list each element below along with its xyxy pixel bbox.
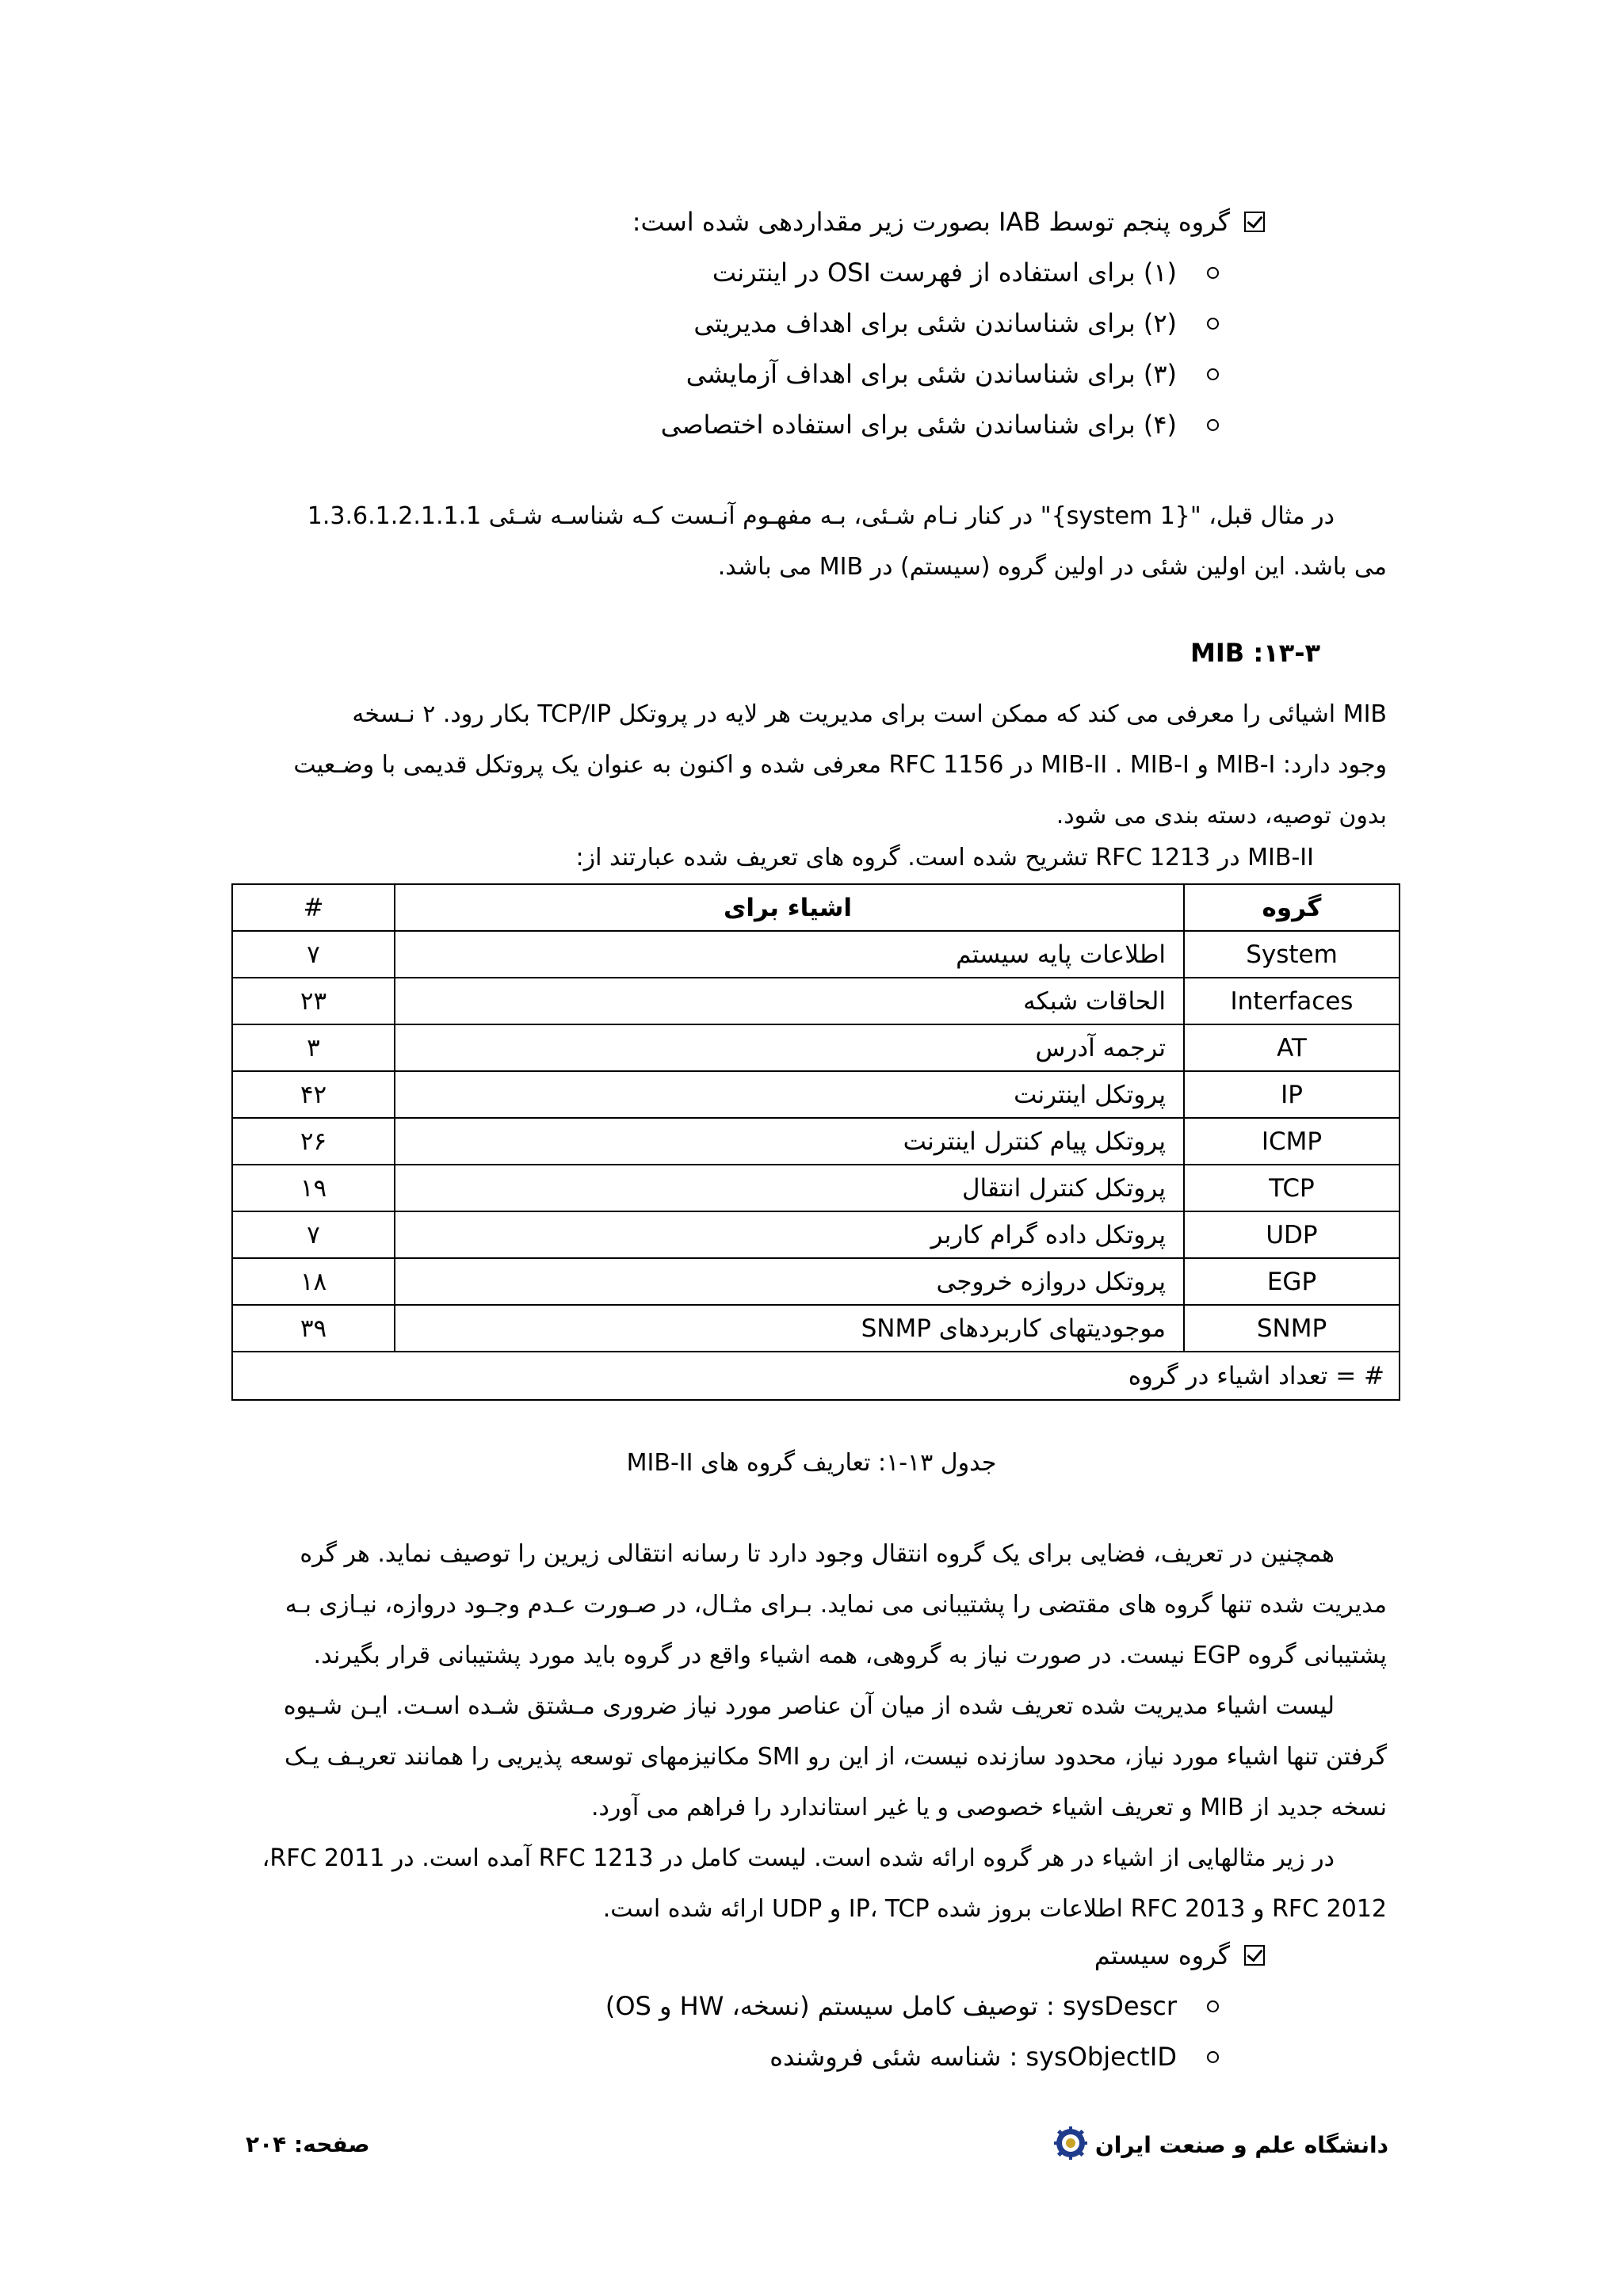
bullet-circle-icon: [1207, 267, 1219, 279]
footer-university: [1054, 2126, 1388, 2163]
table-row: [232, 978, 1400, 1024]
mib-groups-table: [231, 883, 1400, 1401]
bullet-circle-icon: [1207, 2051, 1219, 2063]
cell-count: ۷: [232, 931, 395, 978]
list-item: [605, 2031, 1219, 2082]
table-row: [232, 1165, 1400, 1211]
table-row: [232, 931, 1400, 978]
header-objects: اشیاء برای: [395, 884, 1184, 931]
list-item: [661, 349, 1219, 399]
cell-group: EGP: [1184, 1258, 1400, 1305]
table-row: [232, 1211, 1400, 1258]
paragraph-line: همچنین در تعریف، فضایی برای یک گروه انتقال وجود دارد تا رسانه انتقالی زیرین را توصیف نماید. هر گره: [300, 1540, 1335, 1568]
system-group-block: [1094, 1930, 1265, 1981]
body-paragraphs: [246, 1529, 1387, 1935]
cell-desc: پروتکل اینترنت: [395, 1071, 1184, 1118]
cell-group: ICMP: [1184, 1118, 1400, 1165]
table-row: [232, 1305, 1400, 1352]
group5-intro: [632, 196, 1265, 247]
paragraph-line: می باشد. این اولین شئی در اولین گروه (سیستم) در MIB می باشد.: [717, 553, 1387, 581]
cell-group: AT: [1184, 1024, 1400, 1071]
cell-group: SNMP: [1184, 1305, 1400, 1352]
university-logo-icon: [1054, 2126, 1087, 2163]
group5-list: [661, 247, 1219, 450]
cell-group: UDP: [1184, 1211, 1400, 1258]
paragraph-line: MIB اشیائی را معرفی می کند که ممکن است برای مدیریت هر لایه در پروتکل TCP/IP بکار رود. ۲ نـسخه: [352, 700, 1387, 728]
header-count: #: [232, 884, 395, 931]
list-item: [661, 399, 1219, 450]
paragraph-line: گرفتن تنها اشیاء مورد نیاز، محدود سازنده نیست، از این رو SMI مکانیزمهای توسعه پذیریی را همانند تعریـف یـک: [285, 1743, 1387, 1771]
checkbox-icon: [1244, 212, 1265, 232]
section-paragraph: [246, 689, 1387, 841]
group5-intro-text: گروه پنجم توسط IAB بصورت زیر مقداردهی شده است:: [632, 207, 1230, 237]
system-group-title-text: گروه سیستم: [1094, 1940, 1230, 1970]
list-item-text: (۲) برای شناساندن شئی برای اهداف مدیریتی: [693, 308, 1177, 338]
university-name: دانشگاه علم و صنعت ایران: [1094, 2131, 1388, 2158]
cell-count: ۳: [232, 1024, 395, 1071]
cell-desc: پروتکل داده گرام کاربر: [395, 1211, 1184, 1258]
table-row: [232, 1024, 1400, 1071]
cell-count: ۷: [232, 1211, 395, 1258]
bullet-circle-icon: [1207, 368, 1219, 380]
cell-count: ۴۲: [232, 1071, 395, 1118]
paragraph-line: مدیریت شده تنها گروه های مقتضی را پشتیبانی می نماید. بـرای مثـال، در صـورت عـدم وجـود دروازه، نیـازی بـه: [285, 1591, 1387, 1619]
list-item: [605, 1981, 1219, 2031]
cell-group: System: [1184, 931, 1400, 978]
paragraph-line: در زیر مثالهایی از اشیاء در هر گروه ارائه شده است. لیست کامل در RFC 1213 آمده است. در RFC 2011،: [262, 1844, 1335, 1872]
paragraph-line: نسخه جدید از MIB و تعریف اشیاء خصوصی و یا غیر استاندارد را فراهم می آورد.: [590, 1794, 1387, 1821]
example-paragraph: [246, 491, 1387, 593]
list-item: [661, 298, 1219, 349]
cell-count: ۳۹: [232, 1305, 395, 1352]
cell-group: IP: [1184, 1071, 1400, 1118]
cell-count: ۱۸: [232, 1258, 395, 1305]
paragraph-line: RFC 2012 و RFC 2013 اطلاعات بروز شده IP، TCP و UDP ارائه شده است.: [602, 1895, 1387, 1923]
system-group-title: [1094, 1930, 1265, 1981]
list-item: [661, 247, 1219, 298]
table-footnote-row: [232, 1352, 1400, 1400]
cell-group: TCP: [1184, 1165, 1400, 1211]
paragraph-line: وجود دارد: MIB-I و MIB-II . MIB-I در RFC 1156 معرفی شده و اکنون به عنوان یک پروتکل قدیمی با وضـعیت: [293, 751, 1387, 779]
table-caption: جدول ۱۳-۱: تعاریف گروه های MIB-II: [626, 1449, 997, 1477]
table-footnote: # = تعداد اشیاء در گروه: [232, 1352, 1400, 1400]
list-item-text: (۴) برای شناساندن شئی برای استفاده اختصاصی: [660, 410, 1177, 440]
bullet-circle-icon: [1207, 419, 1219, 431]
cell-desc: ترجمه آدرس: [395, 1024, 1184, 1071]
cell-desc: الحاقات شبکه: [395, 978, 1184, 1024]
paragraph-line: بدون توصیه، دسته بندی می شود.: [1056, 802, 1387, 830]
list-item-text: sysDescr : توصیف کامل سیستم (نسخه، HW و OS): [605, 1991, 1177, 2021]
checkbox-icon: [1244, 1945, 1265, 1966]
bullet-circle-icon: [1207, 318, 1219, 330]
cell-desc: پروتکل کنترل انتقال: [395, 1165, 1184, 1211]
cell-count: ۲۶: [232, 1118, 395, 1165]
section-heading: ۱۳-۳: MIB: [1190, 638, 1320, 668]
cell-count: ۱۹: [232, 1165, 395, 1211]
page-number: صفحه: ۲۰۴: [246, 2131, 370, 2157]
cell-desc: اطلاعات پایه سیستم: [395, 931, 1184, 978]
paragraph-line: لیست اشیاء مدیریت شده تعریف شده از میان آن عناصر مورد نیاز ضروری مـشتق شـده اسـت. ایـن شـیوه: [283, 1692, 1335, 1720]
section-paragraph-2: MIB-II در RFC 1213 تشریح شده است. گروه های تعریف شده عبارتند از:: [575, 844, 1314, 871]
list-item-text: (۱) برای استفاده از فهرست OSI در اینترنت: [712, 257, 1177, 288]
table-header-row: [232, 884, 1400, 931]
cell-desc: پروتکل دروازه خروجی: [395, 1258, 1184, 1305]
group5-block: [632, 196, 1265, 247]
table-row: [232, 1258, 1400, 1305]
system-group-list: [605, 1981, 1219, 2082]
header-group: گروه: [1184, 884, 1400, 931]
table-row: [232, 1118, 1400, 1165]
list-item-text: (۳) برای شناساندن شئی برای اهداف آزمایشی: [685, 359, 1177, 389]
cell-desc: موجودیتهای کاربردهای SNMP: [395, 1305, 1184, 1352]
bullet-circle-icon: [1207, 2000, 1219, 2012]
cell-desc: پروتکل پیام کنترل اینترنت: [395, 1118, 1184, 1165]
paragraph-line: در مثال قبل، "{system 1}" در کنار نـام شـئی، بـه مفهـوم آنـست کـه شناسـه شـئی 1.3.6.1.2.1.1.1: [307, 502, 1335, 530]
list-item-text: sysObjectID : شناسه شئی فروشنده: [769, 2042, 1177, 2072]
cell-count: ۲۳: [232, 978, 395, 1024]
cell-group: Interfaces: [1184, 978, 1400, 1024]
table-row: [232, 1071, 1400, 1118]
paragraph-line: پشتیبانی گروه EGP نیست. در صورت نیاز به گروهی، همه اشیاء واقع در گروه باید مورد پشتیبانی قرار بگیرند.: [313, 1642, 1387, 1669]
